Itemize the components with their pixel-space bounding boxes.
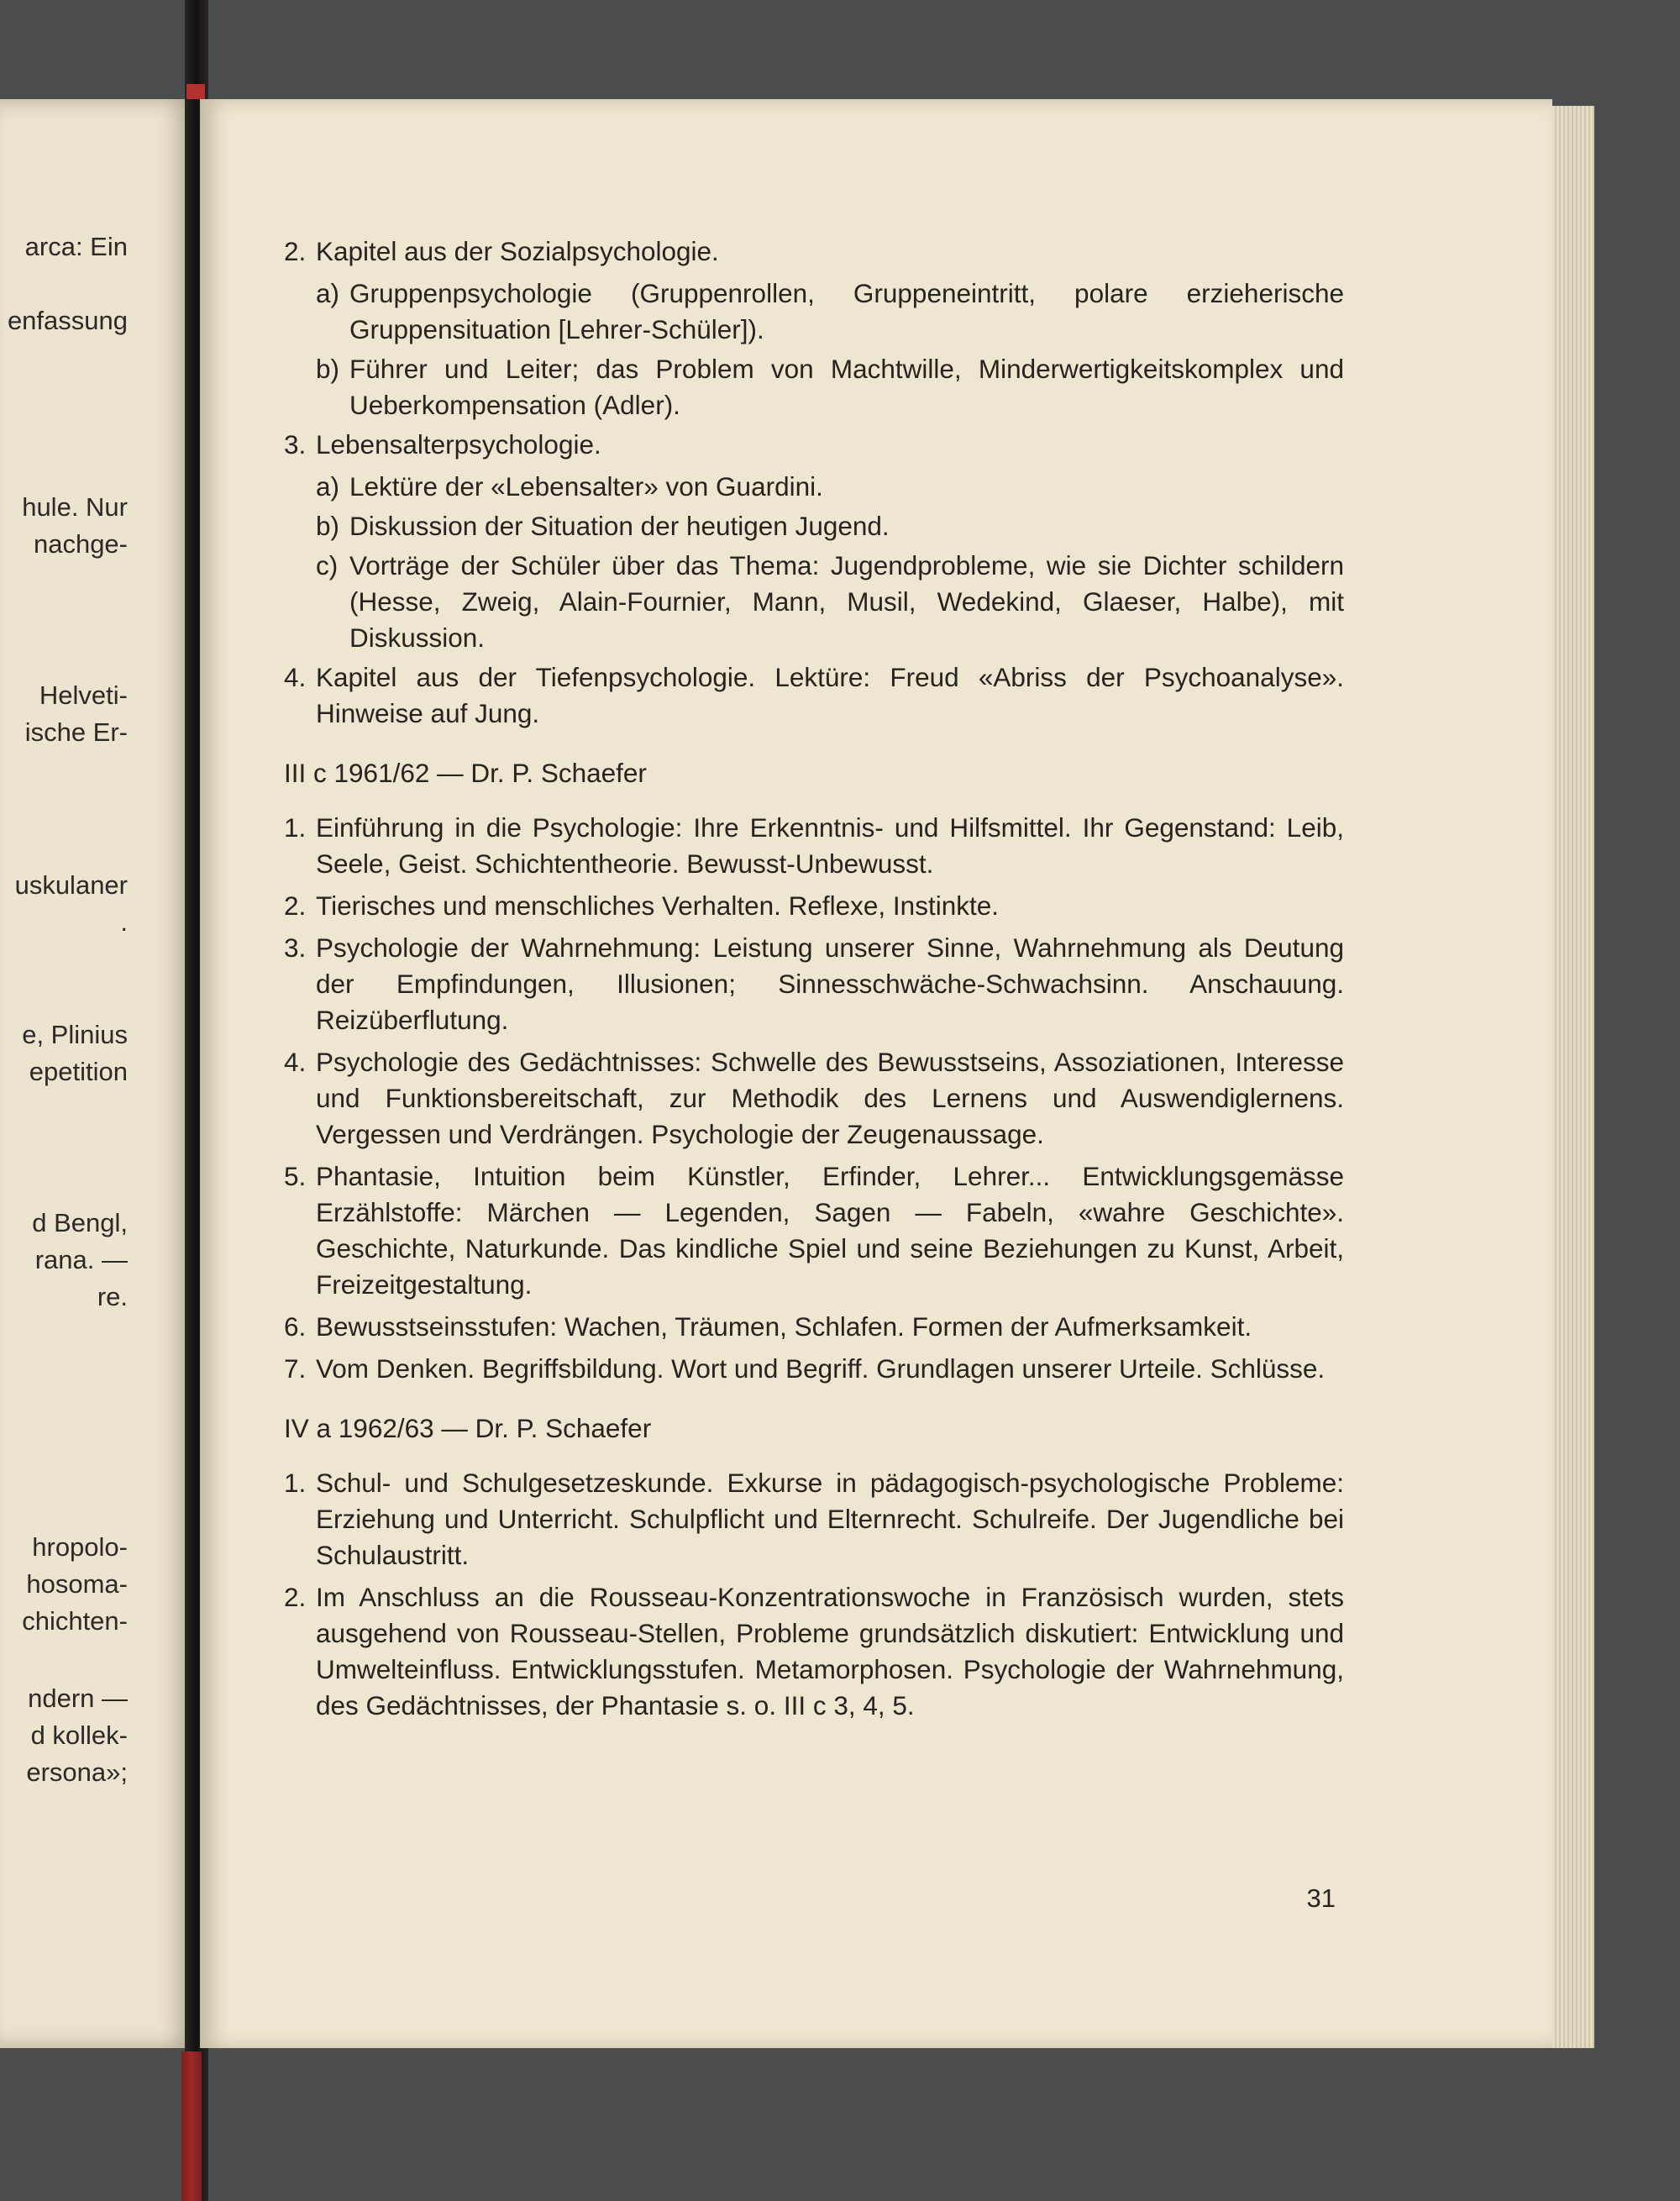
bookmark-ribbon-bottom: [181, 2051, 202, 2201]
left-fragment: Helveti-: [39, 680, 128, 710]
left-fragment: uskulaner: [14, 870, 128, 900]
sub-item: [284, 548, 1344, 656]
item-text: Kapitel aus der Tiefenpsychologie. Lektüre: Freud «Abriss der Psychoanalyse». Hinweise auf Jung.: [316, 662, 1344, 728]
item-number: 2.: [284, 236, 307, 266]
item-text: Schul- und Schulgesetzeskunde. Exkurse in pädagogisch-psychologische Probleme: Erziehung und Unterricht. Schulpflicht und Elternrecht. Schulreife. Der Jugendliche bei Schulaustritt.: [316, 1468, 1344, 1570]
item-number: 1.: [284, 812, 307, 843]
left-fragment: nachge-: [33, 529, 128, 559]
item-text: Psychologie der Wahrnehmung: Leistung unserer Sinne, Wahrnehmung als Deutung der Empfindungen, Illusionen; Sinnesschwäche-Schwachsinn. Anschauung. Reizüberflutung.: [316, 932, 1344, 1035]
section-sozialpsychologie: [284, 234, 1344, 732]
section-heading: III c 1961/62 — Dr. P. Schaefer: [284, 758, 647, 788]
sub-item-text: Lektüre der «Lebensalter» von Guardini.: [349, 471, 823, 502]
bookmark-ribbon-top: [186, 84, 205, 99]
list-item: [284, 427, 1344, 463]
item-number: 1.: [284, 1468, 307, 1498]
item-number: 4.: [284, 662, 307, 692]
item-text: Kapitel aus der Sozialpsychologie.: [316, 236, 719, 266]
item-text: Bewusstseinsstufen: Wachen, Träumen, Schlafen. Formen der Aufmerksamkeit.: [316, 1311, 1252, 1342]
sub-item-letter: c): [316, 550, 339, 580]
item-text: Phantasie, Intuition beim Künstler, Erfinder, Lehrer... Entwicklungsgemässe Erzählstoffe: Märchen — Legenden, Sagen — Fabeln, «wahre Geschichte». Geschichte, Naturkunde. Das kindliche Spiel und seine Beziehungen zu Kunst, Arbeit, Freizeitgestaltung.: [316, 1161, 1344, 1300]
list-item: [284, 930, 1344, 1038]
page-number: 31: [1306, 1883, 1336, 1913]
section-iv-a: [284, 1465, 1344, 1724]
sub-item-letter: b): [316, 354, 340, 384]
item-number: 3.: [284, 429, 307, 460]
section-iii-c: [284, 810, 1344, 1387]
sub-item: [284, 508, 1344, 544]
list-item: [284, 810, 1344, 882]
left-page: [0, 99, 195, 2048]
list-item: [284, 1158, 1344, 1303]
left-fragment: chichten-: [22, 1606, 128, 1636]
left-fragment: hule. Nur: [22, 492, 128, 522]
sub-item: [284, 276, 1344, 348]
sub-item-letter: a): [316, 471, 340, 502]
list-item: [284, 1579, 1344, 1724]
list-item: [284, 659, 1344, 732]
item-text: Lebensalterpsychologie.: [316, 429, 601, 460]
left-fragment: ersona»;: [26, 1757, 128, 1787]
sub-item-text: Führer und Leiter; das Problem von Machtwille, Minderwertigkeitskomplex und Ueberkompensation (Adler).: [349, 354, 1344, 420]
item-number: 7.: [284, 1353, 307, 1384]
item-number: 2.: [284, 1582, 307, 1612]
list-item: [284, 888, 1344, 924]
left-fragment: ische Er-: [24, 717, 128, 747]
sub-item: [284, 469, 1344, 505]
sub-item-text: Diskussion der Situation der heutigen Jugend.: [349, 511, 890, 541]
left-fragment: d kollek-: [30, 1720, 128, 1750]
section-heading: IV a 1962/63 — Dr. P. Schaefer: [284, 1413, 652, 1443]
item-text: Einführung in die Psychologie: Ihre Erkenntnis- und Hilfsmittel. Ihr Gegenstand: Leib, Seele, Geist. Schichtentheorie. Bewusst-Unbewusst.: [316, 812, 1344, 879]
list-item: [284, 234, 1344, 270]
sub-item-letter: b): [316, 511, 340, 541]
left-fragment: ndern —: [28, 1684, 128, 1713]
item-text: Psychologie des Gedächtnisses: Schwelle des Bewusstseins, Assoziationen, Interesse und Funktionsbereitschaft, zur Methodik des Lernens und Auswendiglernens. Vergessen und Verdrängen. Psychologie der Zeugenaussage.: [316, 1047, 1344, 1149]
sub-item-text: Vorträge der Schüler über das Thema: Jugendprobleme, wie sie Dichter schildern (Hesse, Zweig, Alain-Fournier, Mann, Musil, Wedekind, Glaeser, Halbe), mit Diskussion.: [349, 550, 1344, 653]
list-item: [284, 1044, 1344, 1153]
item-number: 2.: [284, 890, 307, 921]
list-item: [284, 1465, 1344, 1573]
sub-item: [284, 351, 1344, 423]
left-fragment: hropolo-: [32, 1532, 128, 1562]
page-edges: [1552, 106, 1594, 2048]
page-content: [284, 234, 1344, 1730]
item-number: 5.: [284, 1161, 307, 1191]
left-fragment: arca: Ein: [24, 232, 128, 261]
list-item: [284, 1309, 1344, 1345]
list-item: [284, 1351, 1344, 1387]
left-fragment: d Bengl,: [32, 1208, 128, 1237]
item-number: 6.: [284, 1311, 307, 1342]
sub-item-text: Gruppenpsychologie (Gruppenrollen, Gruppeneintritt, polare erzieherische Gruppensituation [Lehrer-Schüler]).: [349, 278, 1344, 344]
left-fragment: enfassung: [7, 306, 128, 335]
left-fragment: rana. —: [34, 1245, 128, 1274]
left-fragment: e, Plinius: [22, 1020, 128, 1049]
item-text: Vom Denken. Begriffsbildung. Wort und Begriff. Grundlagen unserer Urteile. Schlüsse.: [316, 1353, 1326, 1384]
left-fragment: hosoma-: [26, 1569, 128, 1599]
left-fragment: .: [120, 907, 128, 937]
left-fragment: epetition: [29, 1057, 128, 1086]
sub-item-letter: a): [316, 278, 340, 308]
item-text: Tierisches und menschliches Verhalten. Reflexe, Instinkte.: [316, 890, 999, 921]
item-text: Im Anschluss an die Rousseau-Konzentrationswoche in Französisch wurden, stets ausgehend von Rousseau-Stellen, Probleme grundsätzlich diskutiert: Entwicklung und Umwelteinfluss. Entwicklungsstufen. Metamorphosen. Psychologie der Wahrnehmung, des Gedächtnisses, der Phantasie s. o. III c 3, 4, 5.: [316, 1582, 1344, 1720]
item-number: 4.: [284, 1047, 307, 1077]
left-fragment: re.: [97, 1282, 128, 1311]
item-number: 3.: [284, 932, 307, 963]
